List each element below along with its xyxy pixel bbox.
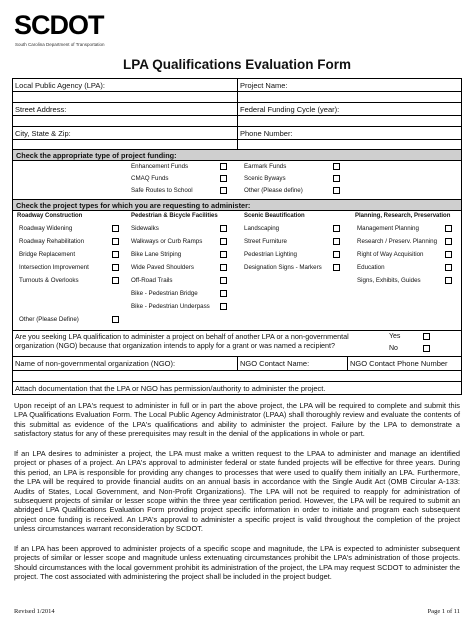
roadway-rehabilitation-checkbox[interactable] bbox=[112, 238, 119, 245]
funding-scenic-byways-checkbox[interactable] bbox=[333, 175, 340, 182]
turnouts-overlooks-checkbox[interactable] bbox=[112, 277, 119, 284]
city-state-zip-field[interactable]: City, State & Zip: bbox=[15, 129, 71, 138]
planning-item: Right of Way Acquisition bbox=[357, 251, 424, 258]
ngo-no-label: No bbox=[389, 345, 398, 352]
funding-safe-routes-checkbox[interactable] bbox=[220, 187, 227, 194]
attach-documentation-note: Attach documentation that the LPA or NGO has permission/authority to administer the project. bbox=[15, 384, 326, 393]
street-address-field[interactable]: Street Address: bbox=[15, 105, 67, 114]
phone-number-field[interactable]: Phone Number: bbox=[240, 129, 293, 138]
revised-date: Revised 1/2014 bbox=[14, 608, 55, 615]
funding-scenic-byways-label: Scenic Byways bbox=[244, 175, 286, 182]
funding-earmark-label: Earmark Funds bbox=[244, 163, 287, 170]
funding-earmark-checkbox[interactable] bbox=[333, 163, 340, 170]
administration-paragraph: If an LPA desires to administer a project, the LPA must make a written request to the LPAA to administer and manage an identified project or phases of a project. An LPA's approval to administer federal or state funded projects will be effective for three years. During this period, an LPA is responsible for providing any changes to processes that were used to qualify them initially an LPA. Furthermore, the LPA will be required to provide financial audits on an annual basis in accordance with the Single Audit Act (OMB Circular A-133: Audits of States, Local Government, and Non-Profit Organizations). The LPA will not be required to reapply for administration of subsequent projects of similar or lesser scope within the three year certification period. However, the LPA will be required to submit an abridged LPA Qualifications Evaluation Form providing project specific information in order to initiate and program each subsequent project once funding is received. An LPA's approval to administer a specific project is valid throughout the completion of the project unless circumstances warrant reconsideration by SCDOT. bbox=[14, 449, 460, 534]
funding-cmaq-checkbox[interactable] bbox=[220, 175, 227, 182]
ngo-no-checkbox[interactable] bbox=[423, 345, 430, 352]
roadway-item: Roadway Widening bbox=[19, 225, 73, 232]
page-title: LPA Qualifications Evaluation Form bbox=[122, 57, 352, 72]
pedestrian-item: Walkways or Curb Ramps bbox=[131, 238, 203, 245]
bike-lane-checkbox[interactable] bbox=[220, 251, 227, 258]
roadway-item: Turnouts & Overlooks bbox=[19, 277, 79, 284]
management-planning-checkbox[interactable] bbox=[445, 225, 452, 232]
pedestrian-item: Wide Paved Shoulders bbox=[131, 264, 194, 271]
signs-exhibits-checkbox[interactable] bbox=[445, 277, 452, 284]
roadway-item: Intersection Improvement bbox=[19, 264, 89, 271]
planning-item: Management Planning bbox=[357, 225, 419, 232]
scenic-item: Landscaping bbox=[244, 225, 280, 232]
logo-wordmark: SCDOT bbox=[14, 10, 104, 40]
col-planning-title: Planning, Research, Preservation bbox=[355, 213, 451, 219]
pedestrian-item: Off-Road Trails bbox=[131, 277, 173, 284]
right-of-way-checkbox[interactable] bbox=[445, 251, 452, 258]
funding-enhancement-label: Enhancement Funds bbox=[131, 163, 189, 170]
walkways-checkbox[interactable] bbox=[220, 238, 227, 245]
ngo-contact-phone-field[interactable]: NGO Contact Phone Number bbox=[350, 359, 448, 368]
scenic-item: Street Furniture bbox=[244, 238, 287, 245]
project-name-field[interactable]: Project Name: bbox=[240, 81, 288, 90]
scdot-logo bbox=[14, 11, 134, 49]
ngo-question-text: Are you seeking LPA qualification to administer a project on behalf of another LPA or a non-governmental organization (NGO) because that organization intends to apply for a grant or was named a recipient? bbox=[15, 332, 349, 350]
pedestrian-item: Sidewalks bbox=[131, 225, 159, 232]
funding-header: Check the appropriate type of project funding: bbox=[16, 151, 177, 160]
funding-other-checkbox[interactable] bbox=[333, 187, 340, 194]
pedestrian-item: Bike Lane Striping bbox=[131, 251, 182, 258]
funding-cmaq-label: CMAQ Funds bbox=[131, 175, 169, 182]
pedestrian-item: Bike - Pedestrian Underpass bbox=[131, 303, 210, 310]
funding-safe-routes-label: Safe Routes to School bbox=[131, 187, 193, 194]
scope-paragraph: If an LPA has been approved to administer projects of a specific scope and magnitude, the LPA is expected to administer subsequent projects of similar or lesser scope and magnitude unless extenuating circumstances prohibit the LPA's administration of those projects. Should circumstances with the local government prohibit its administration of the project, the LPA may request SCDOT to administer the project. The cost associated with administering the project shall be included in the project budget. bbox=[14, 544, 460, 582]
other-define-label: Other (Please Define) bbox=[19, 316, 79, 323]
scenic-item: Designation Signs - Markers bbox=[244, 264, 322, 271]
funding-other-label: Other (Please define) bbox=[244, 187, 303, 194]
planning-item: Signs, Exhibits, Guides bbox=[357, 277, 421, 284]
sidewalks-checkbox[interactable] bbox=[220, 225, 227, 232]
designation-signs-checkbox[interactable] bbox=[333, 264, 340, 271]
roadway-item: Roadway Rehabilitation bbox=[19, 238, 85, 245]
intersection-improvement-checkbox[interactable] bbox=[112, 264, 119, 271]
roadway-item: Bridge Replacement bbox=[19, 251, 76, 258]
pedestrian-lighting-checkbox[interactable] bbox=[333, 251, 340, 258]
bike-ped-underpass-checkbox[interactable] bbox=[220, 303, 227, 310]
bridge-replacement-checkbox[interactable] bbox=[112, 251, 119, 258]
logo-subtitle: South Carolina Department of Transportation bbox=[15, 42, 105, 47]
federal-funding-cycle-field[interactable]: Federal Funding Cycle (year): bbox=[240, 105, 340, 114]
ngo-yes-label: Yes bbox=[389, 333, 401, 340]
research-preserv-checkbox[interactable] bbox=[445, 238, 452, 245]
bike-ped-bridge-checkbox[interactable] bbox=[220, 290, 227, 297]
col-scenic-title: Scenic Beautification bbox=[244, 213, 305, 219]
street-furniture-checkbox[interactable] bbox=[333, 238, 340, 245]
col-pedestrian-title: Pedestrian & Bicycle Facilities bbox=[131, 213, 218, 219]
landscaping-checkbox[interactable] bbox=[333, 225, 340, 232]
planning-item: Education bbox=[357, 264, 385, 271]
col-roadway-title: Roadway Construction bbox=[17, 213, 83, 219]
scenic-item: Pedestrian Lighting bbox=[244, 251, 297, 258]
off-road-trails-checkbox[interactable] bbox=[220, 277, 227, 284]
wide-shoulders-checkbox[interactable] bbox=[220, 264, 227, 271]
project-types-header: Check the project types for which you are requesting to administer: bbox=[16, 201, 251, 210]
evaluation-form bbox=[12, 78, 462, 395]
planning-item: Research / Preserv. Planning bbox=[357, 238, 438, 245]
ngo-name-field[interactable]: Name of non-governmental organization (NGO): bbox=[15, 359, 176, 368]
local-public-agency-field[interactable]: Local Public Agency (LPA): bbox=[15, 81, 105, 90]
roadway-widening-checkbox[interactable] bbox=[112, 225, 119, 232]
other-define-checkbox[interactable] bbox=[112, 316, 119, 323]
page-number: Page 1 of 11 bbox=[427, 608, 460, 615]
ngo-yes-checkbox[interactable] bbox=[423, 333, 430, 340]
education-checkbox[interactable] bbox=[445, 264, 452, 271]
pedestrian-item: Bike - Pedestrian Bridge bbox=[131, 290, 198, 297]
funding-enhancement-checkbox[interactable] bbox=[220, 163, 227, 170]
ngo-contact-name-field[interactable]: NGO Contact Name: bbox=[240, 359, 310, 368]
intro-paragraph: Upon receipt of an LPA's request to administer in full or in part the above project, the LPA will be required to complete and submit this LPA Qualifications Evaluation Form. The Local Public Agency Administrator (LPAA) shall thoroughly review and evaluate the contents of this submittal as evidence of the LPA's qualifications and ability to administer the project. Failure by the LPA to demonstrate a satisfactory status for any of these prerequisites may result in the denial of the applications in whole or part. bbox=[14, 401, 460, 439]
